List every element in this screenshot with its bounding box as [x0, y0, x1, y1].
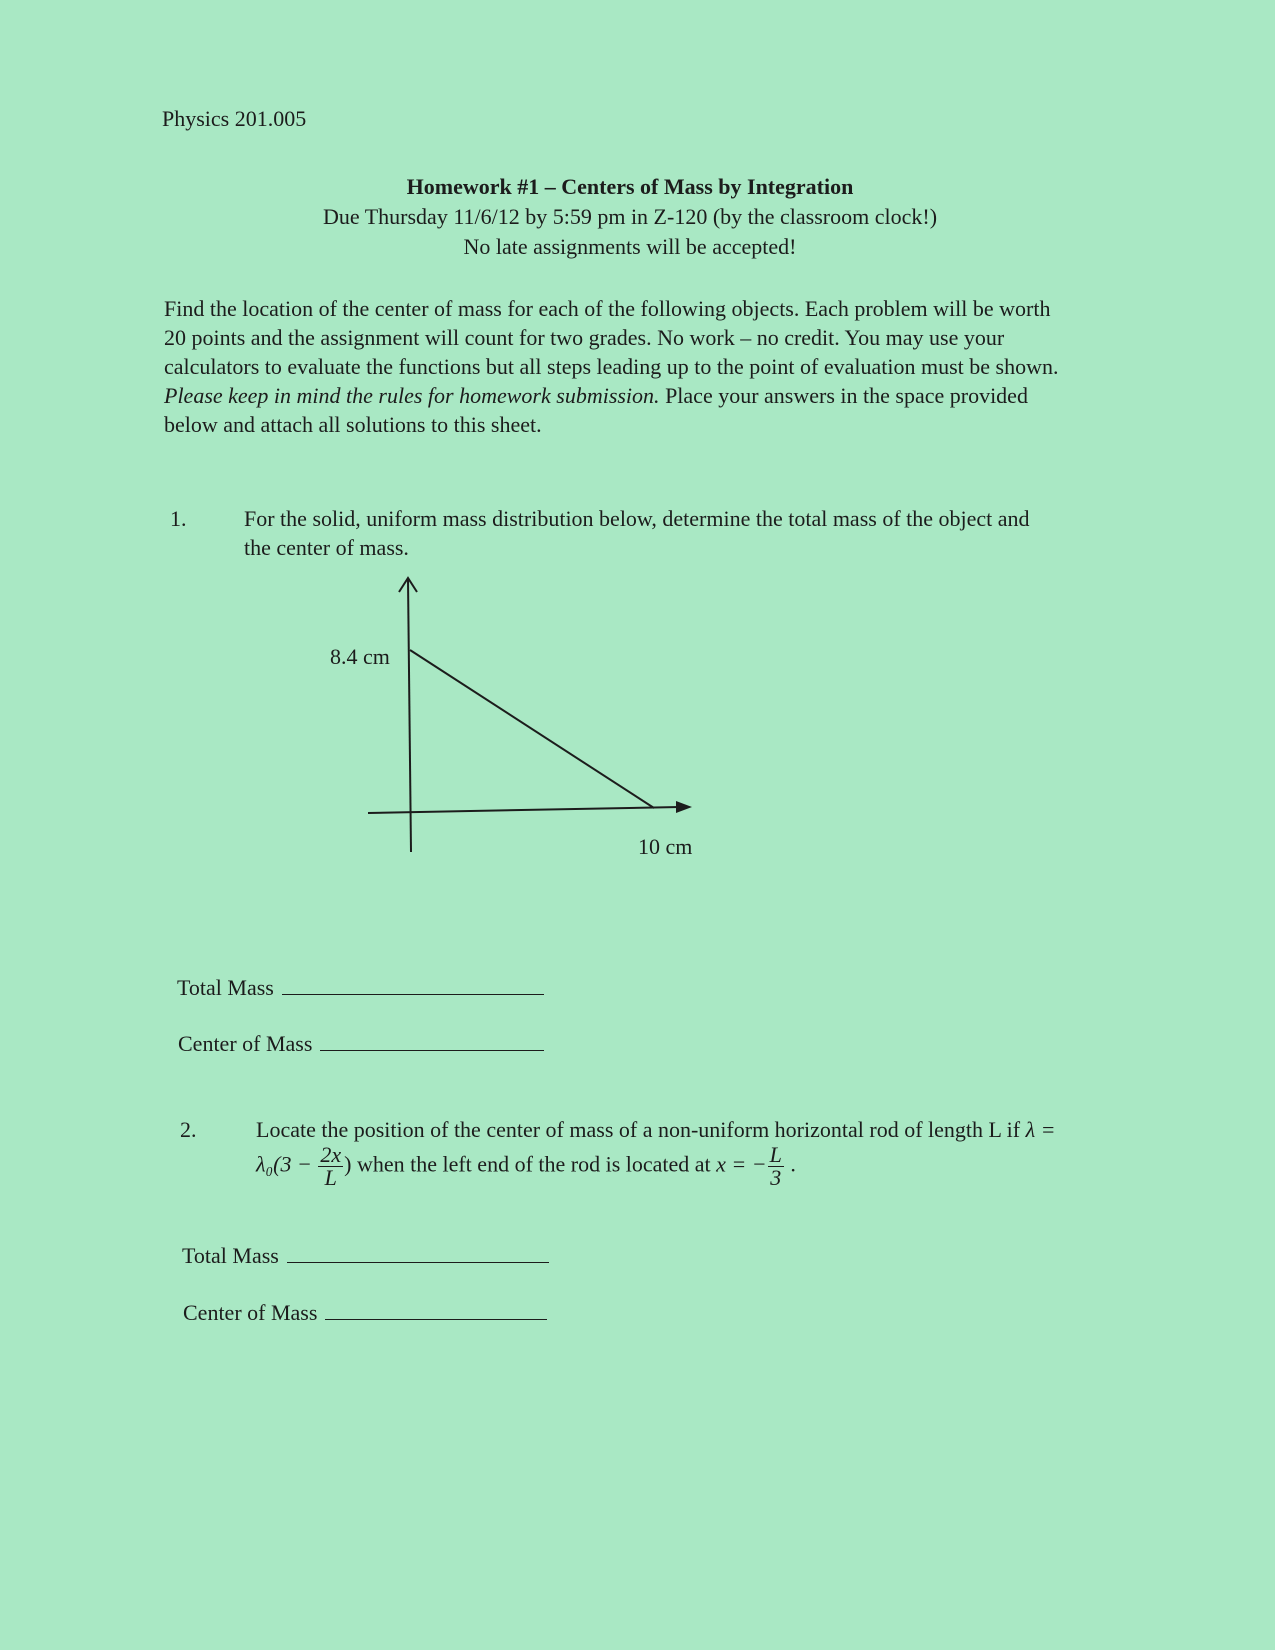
total-mass-label: Total Mass: [177, 975, 274, 1000]
triangle-hypotenuse: [410, 650, 654, 808]
problem-text-mid: when the left end of the rod is located at: [351, 1151, 717, 1177]
p2-total-mass-answer: [182, 1243, 549, 1269]
instructions-text-1: Find the location of the center of mass for each of the following objects. Each problem will be worth 20 points and the assignment will count for two grades. No work – no credit. You may use your calculators to evaluate the functions but all steps leading up to the point of evaluation must be shown.: [164, 296, 1059, 379]
course-code: Physics 201.005: [162, 106, 307, 131]
late-policy: No late assignments will be accepted!: [463, 234, 797, 259]
problem-text-end: .: [784, 1151, 796, 1177]
x-axis-arrowhead: [676, 801, 692, 813]
assignment-title: Homework #1 – Centers of Mass by Integration: [406, 174, 854, 199]
fraction-denominator: L: [324, 1165, 337, 1190]
lambda-formula-lhs: λ = λ₀(3 −: [256, 1117, 1056, 1177]
instructions-emphasis: Please keep in mind the rules for homework submission.: [164, 383, 660, 408]
problem-text: For the solid, uniform mass distribution below, determine the total mass of the object and the center of mass.: [244, 506, 1030, 560]
total-mass-label: Total Mass: [182, 1243, 279, 1268]
instructions-text-2: Place your answers in the space provided below and attach all solutions to this sheet.: [164, 383, 1028, 437]
p1-center-of-mass-answer: [178, 1031, 544, 1057]
base-label: 10 cm: [638, 834, 693, 859]
position-fraction: [768, 1144, 784, 1189]
problem-2: [180, 1115, 1080, 1205]
problem-number: 1.: [170, 506, 187, 531]
p2-center-of-mass-answer: [183, 1300, 547, 1326]
fraction-numerator: 2x: [320, 1142, 342, 1167]
triangle-diagram-svg: [330, 590, 750, 910]
center-of-mass-label: Center of Mass: [183, 1300, 318, 1325]
fraction-denominator: 3: [770, 1165, 782, 1190]
total-mass-blank[interactable]: [282, 976, 544, 995]
triangle-diagram: [330, 590, 750, 910]
x-axis: [368, 807, 680, 813]
height-label: 8.4 cm: [330, 644, 390, 669]
p1-total-mass-answer: [177, 975, 544, 1001]
fraction-numerator: L: [769, 1142, 782, 1167]
center-of-mass-label: Center of Mass: [178, 1031, 313, 1056]
due-date: Due Thursday 11/6/12 by 5:59 pm in Z-120 (by the classroom clock!): [322, 204, 938, 229]
center-of-mass-blank[interactable]: [320, 1032, 544, 1051]
problem-text: [256, 1115, 1056, 1189]
problem-number: 2.: [180, 1117, 197, 1142]
total-mass-blank[interactable]: [287, 1244, 549, 1263]
instructions-paragraph: [164, 294, 1074, 439]
problem-text-start: Locate the position of the center of mass of a non-uniform horizontal rod of length L if: [256, 1117, 1026, 1142]
lambda-formula-close: ): [344, 1151, 352, 1177]
lambda-fraction: [318, 1144, 343, 1189]
center-of-mass-blank[interactable]: [325, 1301, 547, 1320]
problem-1: [170, 504, 1070, 574]
position-formula-lhs: x = −: [716, 1151, 767, 1177]
assignment-heading: [200, 172, 1060, 262]
